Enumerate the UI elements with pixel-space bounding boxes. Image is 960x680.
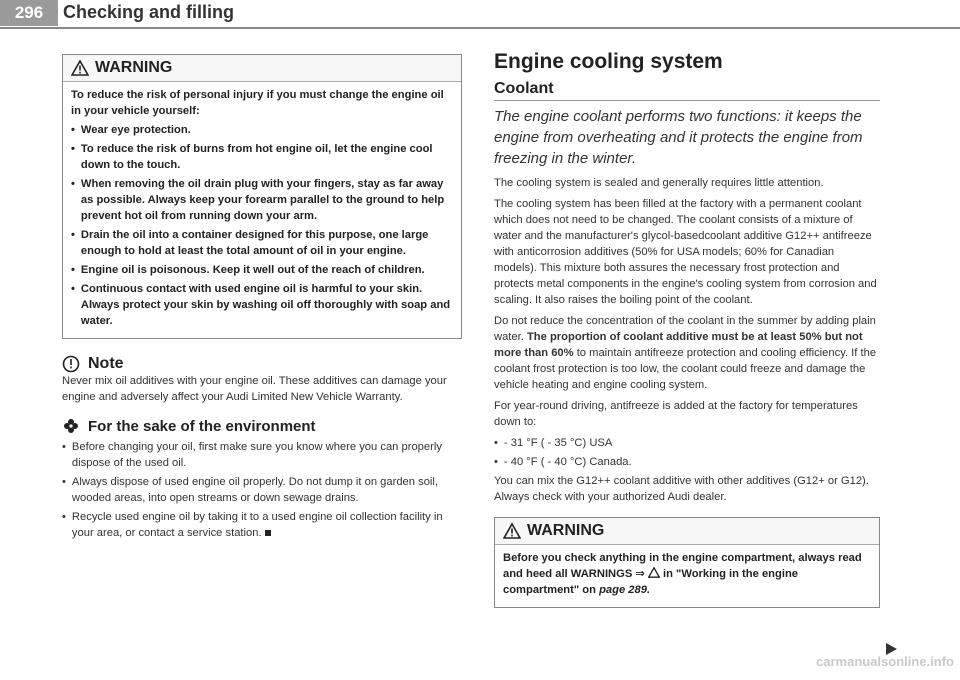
list-item: • Drain the oil into a container designed for this purpose, one large enough to hold at least the total amount of oil in your engine. — [71, 229, 429, 257]
warning-title: WARNING — [527, 522, 605, 539]
flower-icon — [62, 417, 80, 435]
subsection-title: Coolant — [494, 80, 880, 101]
environment-title: For the sake of the environment — [88, 417, 316, 435]
environment-header — [62, 417, 462, 435]
right-column — [494, 50, 880, 608]
list-item: • Before changing your oil, first make sure you know where you can properly dispose of the used oil. — [62, 441, 442, 469]
list-item: • Always dispose of used engine oil properly. Do not dump it on garden soil, wooded areas, into open streams or down sewage drains. — [62, 476, 439, 504]
warning-intro: To reduce the risk of personal injury if you must change the engine oil in your vehicle yourself: — [71, 89, 444, 117]
intro-paragraph: The engine coolant performs two functions: it keeps the engine from overheating and it protects the engine from freezing in the winter. — [494, 108, 863, 167]
warning-box — [62, 54, 462, 339]
list-item: • Recycle used engine oil by taking it to a used engine oil collection facility in your area, or contact a service station. — [62, 511, 443, 539]
info-circle-icon — [62, 355, 80, 373]
environment-list — [62, 439, 462, 541]
warning-triangle-icon — [648, 567, 660, 578]
note-title: Note — [88, 355, 124, 372]
list-item: • Wear eye protection. — [71, 124, 191, 136]
body-text: The cooling system is sealed and generally requires little attention. The cooling system has been filled at the factory with a permanent coolant which does not need to be changed. The coolant consists of a mixture of water and the manufacturer's glycol-basedcoolant additive G12++ antifreeze with anticorrosion additives (50% for USA models; 60% for Canadian models). This mixture both assures the necessary frost protection and protects metal components in the engine's cooling system from corrosion and scaling. It also raises the boiling point of the coolant. Do not reduce the concentration of the coolant in the summer by adding plain water. The proportion of coolant additive must be at least 50% but not more than 60% to maintain antifreeze protection and cooling efficiency. If the coolant frost protection is too low, the coolant could freeze and damage the vehicle heating and engine cooling system. For year-round driving, antifreeze is added at the factory for temperatures down to: • - 31 °F ( - 35 °C) USA • - 40 °F ( - 40 °C) Canada. You can mix the G12++ coolant additive with other additives (G12+ or G12). Always check with your authorized Audi dealer. — [494, 175, 880, 505]
warning-body — [63, 82, 461, 338]
watermark: carmanualsonline.info — [816, 654, 954, 669]
warning-triangle-icon — [503, 523, 521, 539]
warning-header — [63, 55, 461, 82]
warning-header — [495, 518, 879, 545]
warning-triangle-icon — [71, 60, 89, 76]
section-title: Checking and filling — [63, 2, 235, 22]
list-item: • Continuous contact with used engine oil is harmful to your skin. Always protect your skin by washing oil off thoroughly with soap and water. — [71, 283, 451, 327]
warning-body: Before you check anything in the engine compartment, always read and heed all WARNINGS ⇒ in "Working in the engine compartment" on page 289. — [503, 552, 862, 596]
page-number: 296 — [0, 0, 58, 26]
warning-title: WARNING — [95, 59, 173, 76]
header-divider — [0, 27, 960, 29]
warning-box-engine — [494, 517, 880, 608]
note-header — [62, 355, 462, 373]
end-of-section-mark — [265, 530, 271, 536]
list-item: • To reduce the risk of burns from hot engine oil, let the engine cool down to the touch. — [71, 143, 433, 171]
chapter-title: Engine cooling system — [494, 50, 723, 73]
list-item: • Engine oil is poisonous. Keep it well out of the reach of children. — [71, 264, 425, 276]
left-column — [62, 54, 462, 544]
list-item: • - 31 °F ( - 35 °C) USA — [494, 437, 613, 449]
page-reference-link[interactable]: page 289. — [599, 584, 651, 596]
note-text: Never mix oil additives with your engine oil. These additives can damage your engine and adversely affect your Audi Limited New Vehicle Warranty. — [62, 375, 447, 403]
list-item: • When removing the oil drain plug with your fingers, stay as far away as possible. Always keep your forearm parallel to the ground to help prevent hot oil from running down your arm. — [71, 178, 445, 222]
list-item: • - 40 °F ( - 40 °C) Canada. — [494, 456, 632, 468]
